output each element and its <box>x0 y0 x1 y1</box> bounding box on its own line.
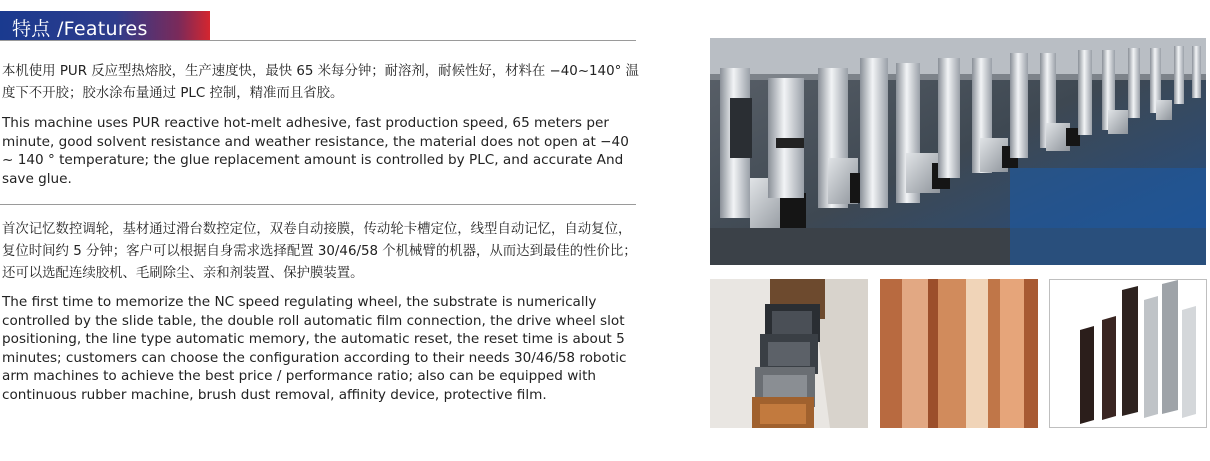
machine-arms-photo <box>710 38 1206 265</box>
feature-1-chinese: 本机使用 PUR 反应型热熔胶，生产速度快，最快 65 米每分钟；耐溶剂，耐候性好，材料在 −40~140° 温度下不开胶；胶水涂布量通过 PLC 控制，精准而且省胶。 <box>2 64 639 101</box>
wood-moulding-photo <box>880 279 1038 428</box>
section-divider <box>0 204 636 205</box>
feature-2-english: The first time to memorize the NC speed regulating wheel, the substrate is numerically controlled by the slide table, the double roll automatic film connection, the drive wheel slot positioning, the line type automatic memory, the automatic reset, the reset time is about 5 minutes; customers can choose the configuration according to their needs 30/46/58 robotic arm machines to achieve the best price / performance ratio; also can be equipped with continuous rubber machine, brush dust removal, affinity device, protective film. <box>2 294 627 403</box>
feature-1-english: This machine uses PUR reactive hot-melt adhesive, fast production speed, 65 meters per minute, good solvent resistance and weather resistance, the material does not open at −40 ~ 140 ° temperature; the glue replacement amount is controlled by PLC, and accurate And save glue. <box>2 115 629 187</box>
aluminium-profiles-photo <box>1049 279 1207 428</box>
features-title: 特点 /Features <box>12 18 148 40</box>
feature-2-chinese: 首次记忆数控调轮，基材通过滑台数控定位，双卷自动接膜，传动轮卡槽定位，线型自动记忆，自动复位，复位时间约 5 分钟；客户可以根据自身需求选择配置 30/46/58 个机械臂的机器，从而达到最佳的性价比；还可以选配连续胶机、毛刷除尘、亲和剂装置、保护膜装置。 <box>2 222 637 281</box>
pvc-profiles-photo <box>710 279 868 428</box>
header-divider <box>0 40 636 41</box>
features-banner <box>0 11 210 41</box>
